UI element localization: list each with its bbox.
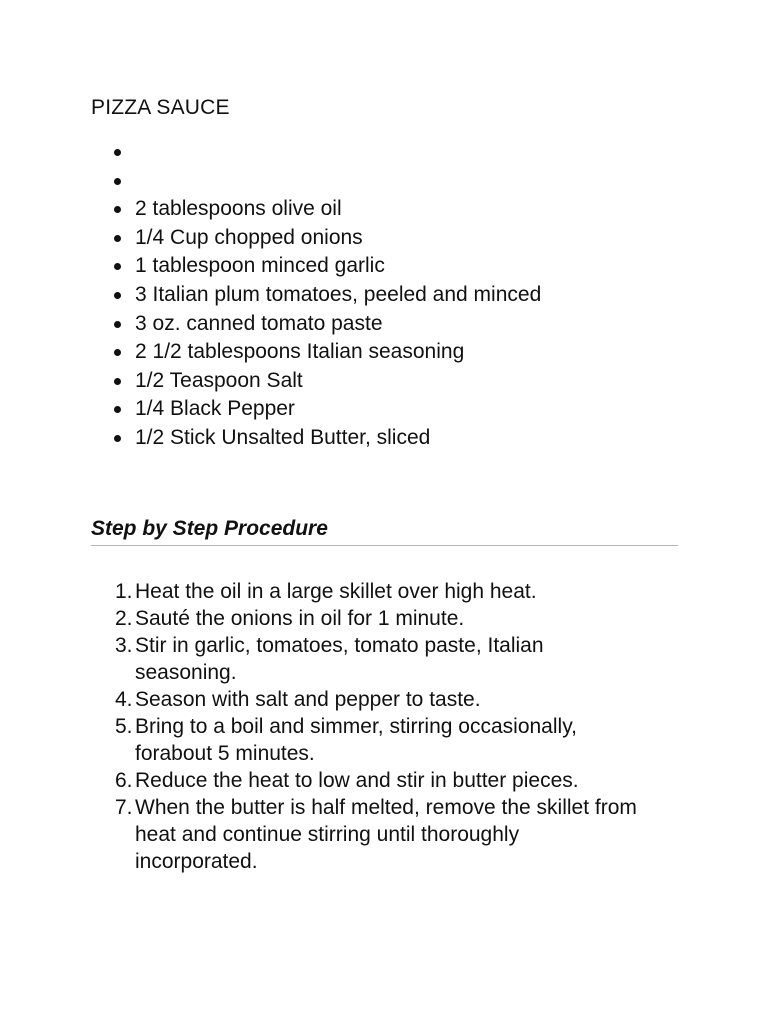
step-number: 5.	[115, 715, 133, 738]
step-number: 2.	[115, 607, 133, 630]
step-line: Season with salt and pepper to taste.	[135, 688, 481, 711]
ingredient-text: 3 oz. canned tomato paste	[135, 311, 383, 335]
list-item	[91, 224, 691, 253]
list-item	[91, 395, 691, 424]
procedure-heading: Step by Step Procedure	[91, 515, 678, 546]
step-number: 4.	[115, 688, 133, 711]
step-line: When the butter is half melted, remove the skillet from	[135, 796, 637, 819]
step-line: Bring to a boil and simmer, stirring occasionally,	[135, 715, 577, 738]
bullet-icon	[114, 321, 121, 328]
step-line: incorporated.	[135, 850, 258, 873]
step-line: forabout 5 minutes.	[135, 742, 315, 765]
step-line: seasoning.	[135, 661, 237, 684]
list-item	[91, 195, 691, 224]
ingredient-text: 2 1/2 tablespoons Italian seasoning	[135, 340, 465, 364]
ingredient-text: 1 tablespoon minced garlic	[135, 254, 385, 278]
bullet-icon	[114, 235, 121, 242]
list-item	[91, 281, 691, 310]
list-item	[91, 424, 691, 453]
bullet-icon	[114, 378, 121, 385]
list-item	[91, 252, 691, 281]
bullet-icon	[114, 406, 121, 413]
procedure-steps-list	[91, 578, 691, 875]
list-item	[91, 167, 691, 196]
step-item	[91, 767, 691, 794]
step-item	[91, 632, 691, 686]
step-item	[91, 794, 691, 875]
bullet-icon	[114, 206, 121, 213]
step-number: 6.	[115, 769, 133, 792]
step-line: Heat the oil in a large skillet over high heat.	[135, 580, 537, 603]
step-item	[91, 578, 691, 605]
ingredients-list	[91, 138, 691, 453]
ingredient-text: 1/2 Teaspoon Salt	[135, 368, 303, 392]
step-number: 7.	[115, 796, 133, 819]
step-item	[91, 713, 691, 767]
ingredient-text: 1/4 Cup chopped onions	[135, 225, 363, 249]
bullet-icon	[114, 178, 121, 185]
step-line: Stir in garlic, tomatoes, tomato paste, Italian	[135, 634, 544, 657]
list-item	[91, 338, 691, 367]
step-line: Sauté the onions in oil for 1 minute.	[135, 607, 465, 630]
step-item	[91, 605, 691, 632]
step-line: Reduce the heat to low and stir in butter pieces.	[135, 769, 579, 792]
bullet-icon	[114, 292, 121, 299]
step-number: 3.	[115, 634, 133, 657]
bullet-icon	[114, 263, 121, 270]
bullet-icon	[114, 349, 121, 356]
ingredient-text: 3 Italian plum tomatoes, peeled and minced	[135, 282, 542, 306]
ingredient-text: 1/2 Stick Unsalted Butter, sliced	[135, 425, 431, 449]
step-number: 1.	[115, 580, 133, 603]
list-item	[91, 367, 691, 396]
ingredient-text: 2 tablespoons olive oil	[135, 197, 342, 221]
bullet-icon	[114, 149, 121, 156]
step-item	[91, 686, 691, 713]
step-line: heat and continue stirring until thoroughly	[135, 823, 520, 846]
recipe-title: PIZZA SAUCE	[91, 96, 230, 119]
list-item	[91, 310, 691, 339]
ingredient-text: 1/4 Black Pepper	[135, 397, 295, 421]
list-item	[91, 138, 691, 167]
bullet-icon	[114, 435, 121, 442]
